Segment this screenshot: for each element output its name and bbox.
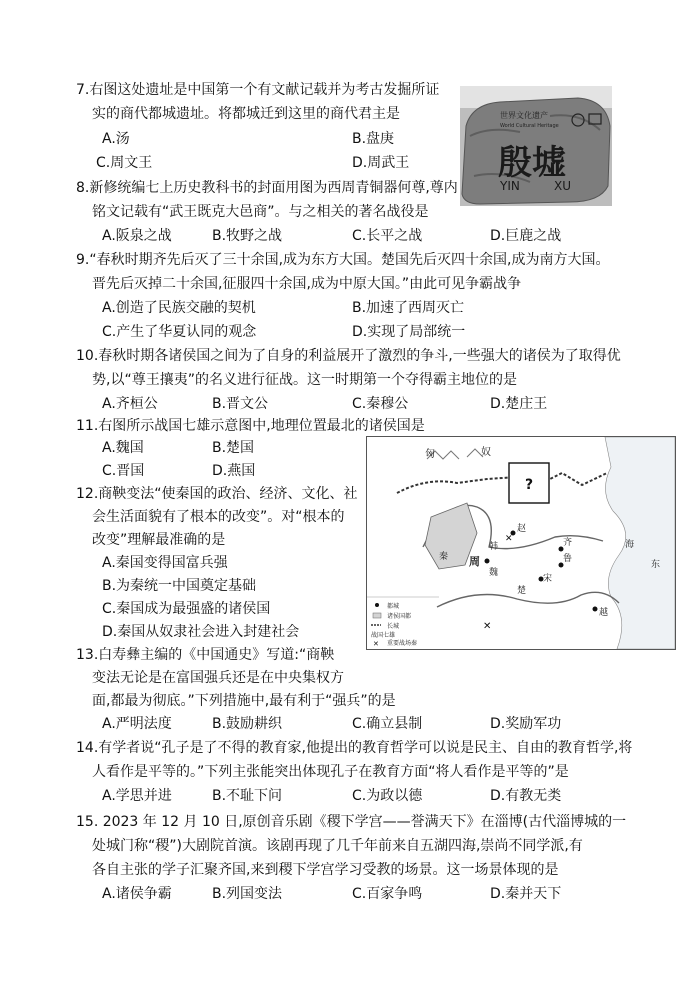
q13-line1: 13.白寿彝主编的《中国通史》写道:“商鞅 bbox=[76, 647, 335, 663]
q14-option-a: A.学思并进 bbox=[102, 788, 172, 804]
great-wall-line bbox=[397, 477, 517, 493]
q12-option-b: B.为秦统一中国奠定基础 bbox=[102, 578, 257, 594]
legend-item-4: 重要战场 bbox=[387, 640, 412, 647]
q9-option-d: D.实现了局部统一 bbox=[352, 324, 466, 340]
q12-line3: 改变”理解最准确的是 bbox=[92, 532, 226, 548]
photo-subtitle: World Cultural Heritage bbox=[500, 123, 559, 129]
q7-line1: 7.右图这处遗址是中国第一个有文献记载并为考古发掘所证 bbox=[76, 82, 440, 98]
q8-option-d: D.巨鹿之战 bbox=[490, 228, 562, 244]
q10-option-c: C.秦穆公 bbox=[352, 396, 409, 412]
q7-option-a: A.汤 bbox=[102, 131, 130, 147]
q7-line2: 实的商代都城遗址。将都城迁到这里的商代君主是 bbox=[92, 106, 400, 122]
map-label-east: 东 bbox=[651, 560, 661, 570]
q8-option-a: A.阪泉之战 bbox=[102, 228, 172, 244]
svg-text:✕: ✕ bbox=[505, 534, 513, 544]
q12-option-d: D.秦国从奴隶社会进入封建社会 bbox=[102, 624, 300, 640]
q12-line1: 12.商鞅变法“使秦国的政治、经济、文化、社 bbox=[76, 486, 358, 502]
q10-line1: 10.春秋时期各诸侯国之间为了自身的利益展开了激烈的争斗,一些强大的诸侯为了取得优 bbox=[76, 348, 621, 364]
q15-line1: 15. 2023 年 12 月 10 日,原创音乐剧《稷下学宫——誉满天下》在淄博(古代淄博城的一 bbox=[76, 814, 627, 830]
map-label-sea: 海 bbox=[625, 540, 635, 550]
q9-option-c: C.产生了华夏认同的观念 bbox=[102, 324, 257, 340]
map-label-yue: 越 bbox=[599, 608, 609, 618]
legend-capital-icon bbox=[375, 603, 379, 607]
q13-line3: 面,都最为彻底。”下列措施中,最有利于“强兵”的是 bbox=[92, 693, 396, 709]
q14-option-d: D.有教无类 bbox=[490, 788, 562, 804]
warring-states-map bbox=[366, 436, 676, 650]
q11-option-d: D.燕国 bbox=[212, 463, 256, 479]
q13-option-c: C.确立县制 bbox=[352, 716, 423, 732]
map-label-xiong: 匈 bbox=[425, 449, 435, 460]
legend-item-3: 战国七雄 bbox=[371, 632, 396, 639]
q10-line2: 势,以“尊王攘夷”的名义进行征战。这一时期第一个夺得霸主地位的是 bbox=[92, 372, 517, 388]
q12-option-c: C.秦国成为最强盛的诸侯国 bbox=[102, 601, 271, 617]
map-label-wei: 魏 bbox=[489, 568, 499, 578]
q14-option-c: C.为政以德 bbox=[352, 788, 423, 804]
q15-option-d: D.秦并天下 bbox=[490, 886, 562, 902]
q8-line1: 8.新修统编七上历史教科书的封面用图为西周青铜器何尊,尊内 bbox=[76, 180, 458, 196]
q13-option-d: D.奖励军功 bbox=[490, 716, 562, 732]
map-label-zhao: 赵 bbox=[517, 524, 527, 534]
legend-item-1: 诸侯国都 bbox=[387, 613, 412, 620]
map-label-lu: 鲁 bbox=[563, 554, 573, 564]
q15-option-a: A.诸侯争霸 bbox=[102, 886, 172, 902]
q11-option-a: A.魏国 bbox=[102, 440, 144, 456]
q15-line2: 处城门称“稷”)大剧院首演。该剧再现了几千年前来自五湖四海,崇尚不同学派,有 bbox=[92, 838, 583, 854]
yinxu-stone-photo bbox=[460, 86, 612, 206]
q14-option-b: B.不耻下问 bbox=[212, 788, 283, 804]
legend-item-5: 秦 bbox=[411, 640, 418, 647]
q9-line1: 9.“春秋时期齐先后灭了三十余国,成为东方大国。楚国先后灭四十余国,成为南方大国。 bbox=[76, 252, 610, 268]
q10-option-b: B.晋文公 bbox=[212, 396, 269, 412]
q15-option-b: B.列国变法 bbox=[212, 886, 283, 902]
q15-option-c: C.百家争鸣 bbox=[352, 886, 423, 902]
q11-line1: 11.右图所示战国七雄示意图中,地理位置最北的诸侯国是 bbox=[76, 418, 425, 434]
legend-item-0: 都城 bbox=[387, 603, 400, 610]
q10-option-a: A.齐桓公 bbox=[102, 396, 158, 412]
q9-line2: 晋先后灭掉二十余国,征服四十余国,成为中原大国。”由此可见争霸战争 bbox=[92, 276, 522, 292]
q8-option-c: C.长平之战 bbox=[352, 228, 423, 244]
q7-option-b: B.盘庚 bbox=[352, 131, 395, 147]
q12-option-a: A.秦国变得国富兵强 bbox=[102, 555, 228, 571]
q12-line2: 会生活面貌有了根本的改变”。对“根本的 bbox=[92, 509, 345, 525]
svg-text:✕: ✕ bbox=[373, 640, 379, 648]
map-label-song: 宋 bbox=[543, 574, 553, 584]
q7-option-c: C.周文王 bbox=[96, 155, 153, 171]
photo-name: 殷墟 bbox=[498, 143, 566, 183]
q15-line3: 各自主张的学子汇聚齐国,来到稷下学宫学习受教的场景。这一场景体现的是 bbox=[92, 862, 559, 878]
legend-item-2: 长城 bbox=[387, 623, 400, 630]
map-label-han: 韩 bbox=[489, 542, 499, 552]
q8-line2: 铭文记载有“武王既克大邑商”。与之相关的著名战役是 bbox=[92, 204, 429, 220]
photo-pinyin-left: YIN bbox=[500, 179, 520, 193]
map-label-qi: 齐 bbox=[563, 538, 573, 548]
q14-line2: 人看作是平等的。”下列主张能突出体现孔子在教育方面“将人看作是平等的”是 bbox=[92, 764, 569, 780]
q13-line2: 变法无论是在富国强兵还是在中央集权方 bbox=[92, 670, 344, 686]
map-label-nu: 奴 bbox=[481, 447, 491, 458]
q10-option-d: D.楚庄王 bbox=[490, 396, 548, 412]
q9-option-a: A.创造了民族交融的契机 bbox=[102, 300, 256, 316]
battle-mark-icon: ✕ bbox=[483, 621, 492, 632]
q11-option-b: B.楚国 bbox=[212, 440, 255, 456]
map-label-chu: 楚 bbox=[517, 586, 527, 596]
map-label-qin: 秦 bbox=[439, 552, 449, 562]
photo-title: 世界文化遗产 bbox=[500, 111, 548, 120]
q13-option-a: A.严明法度 bbox=[102, 716, 172, 732]
map-label-zhou: 周 bbox=[469, 555, 480, 568]
q14-line1: 14.有学者说“孔子是了不得的教育家,他提出的教育哲学可以说是民主、自由的教育哲学,将 bbox=[76, 740, 633, 756]
q11-option-c: C.晋国 bbox=[102, 463, 145, 479]
q7-option-d: D.周武王 bbox=[352, 155, 410, 171]
q9-option-b: B.加速了西周灭亡 bbox=[352, 300, 465, 316]
q13-option-b: B.鼓励耕织 bbox=[212, 716, 283, 732]
map-question-mark: ? bbox=[524, 477, 534, 493]
q8-option-b: B.牧野之战 bbox=[212, 228, 283, 244]
photo-pinyin-right: XU bbox=[554, 179, 572, 193]
